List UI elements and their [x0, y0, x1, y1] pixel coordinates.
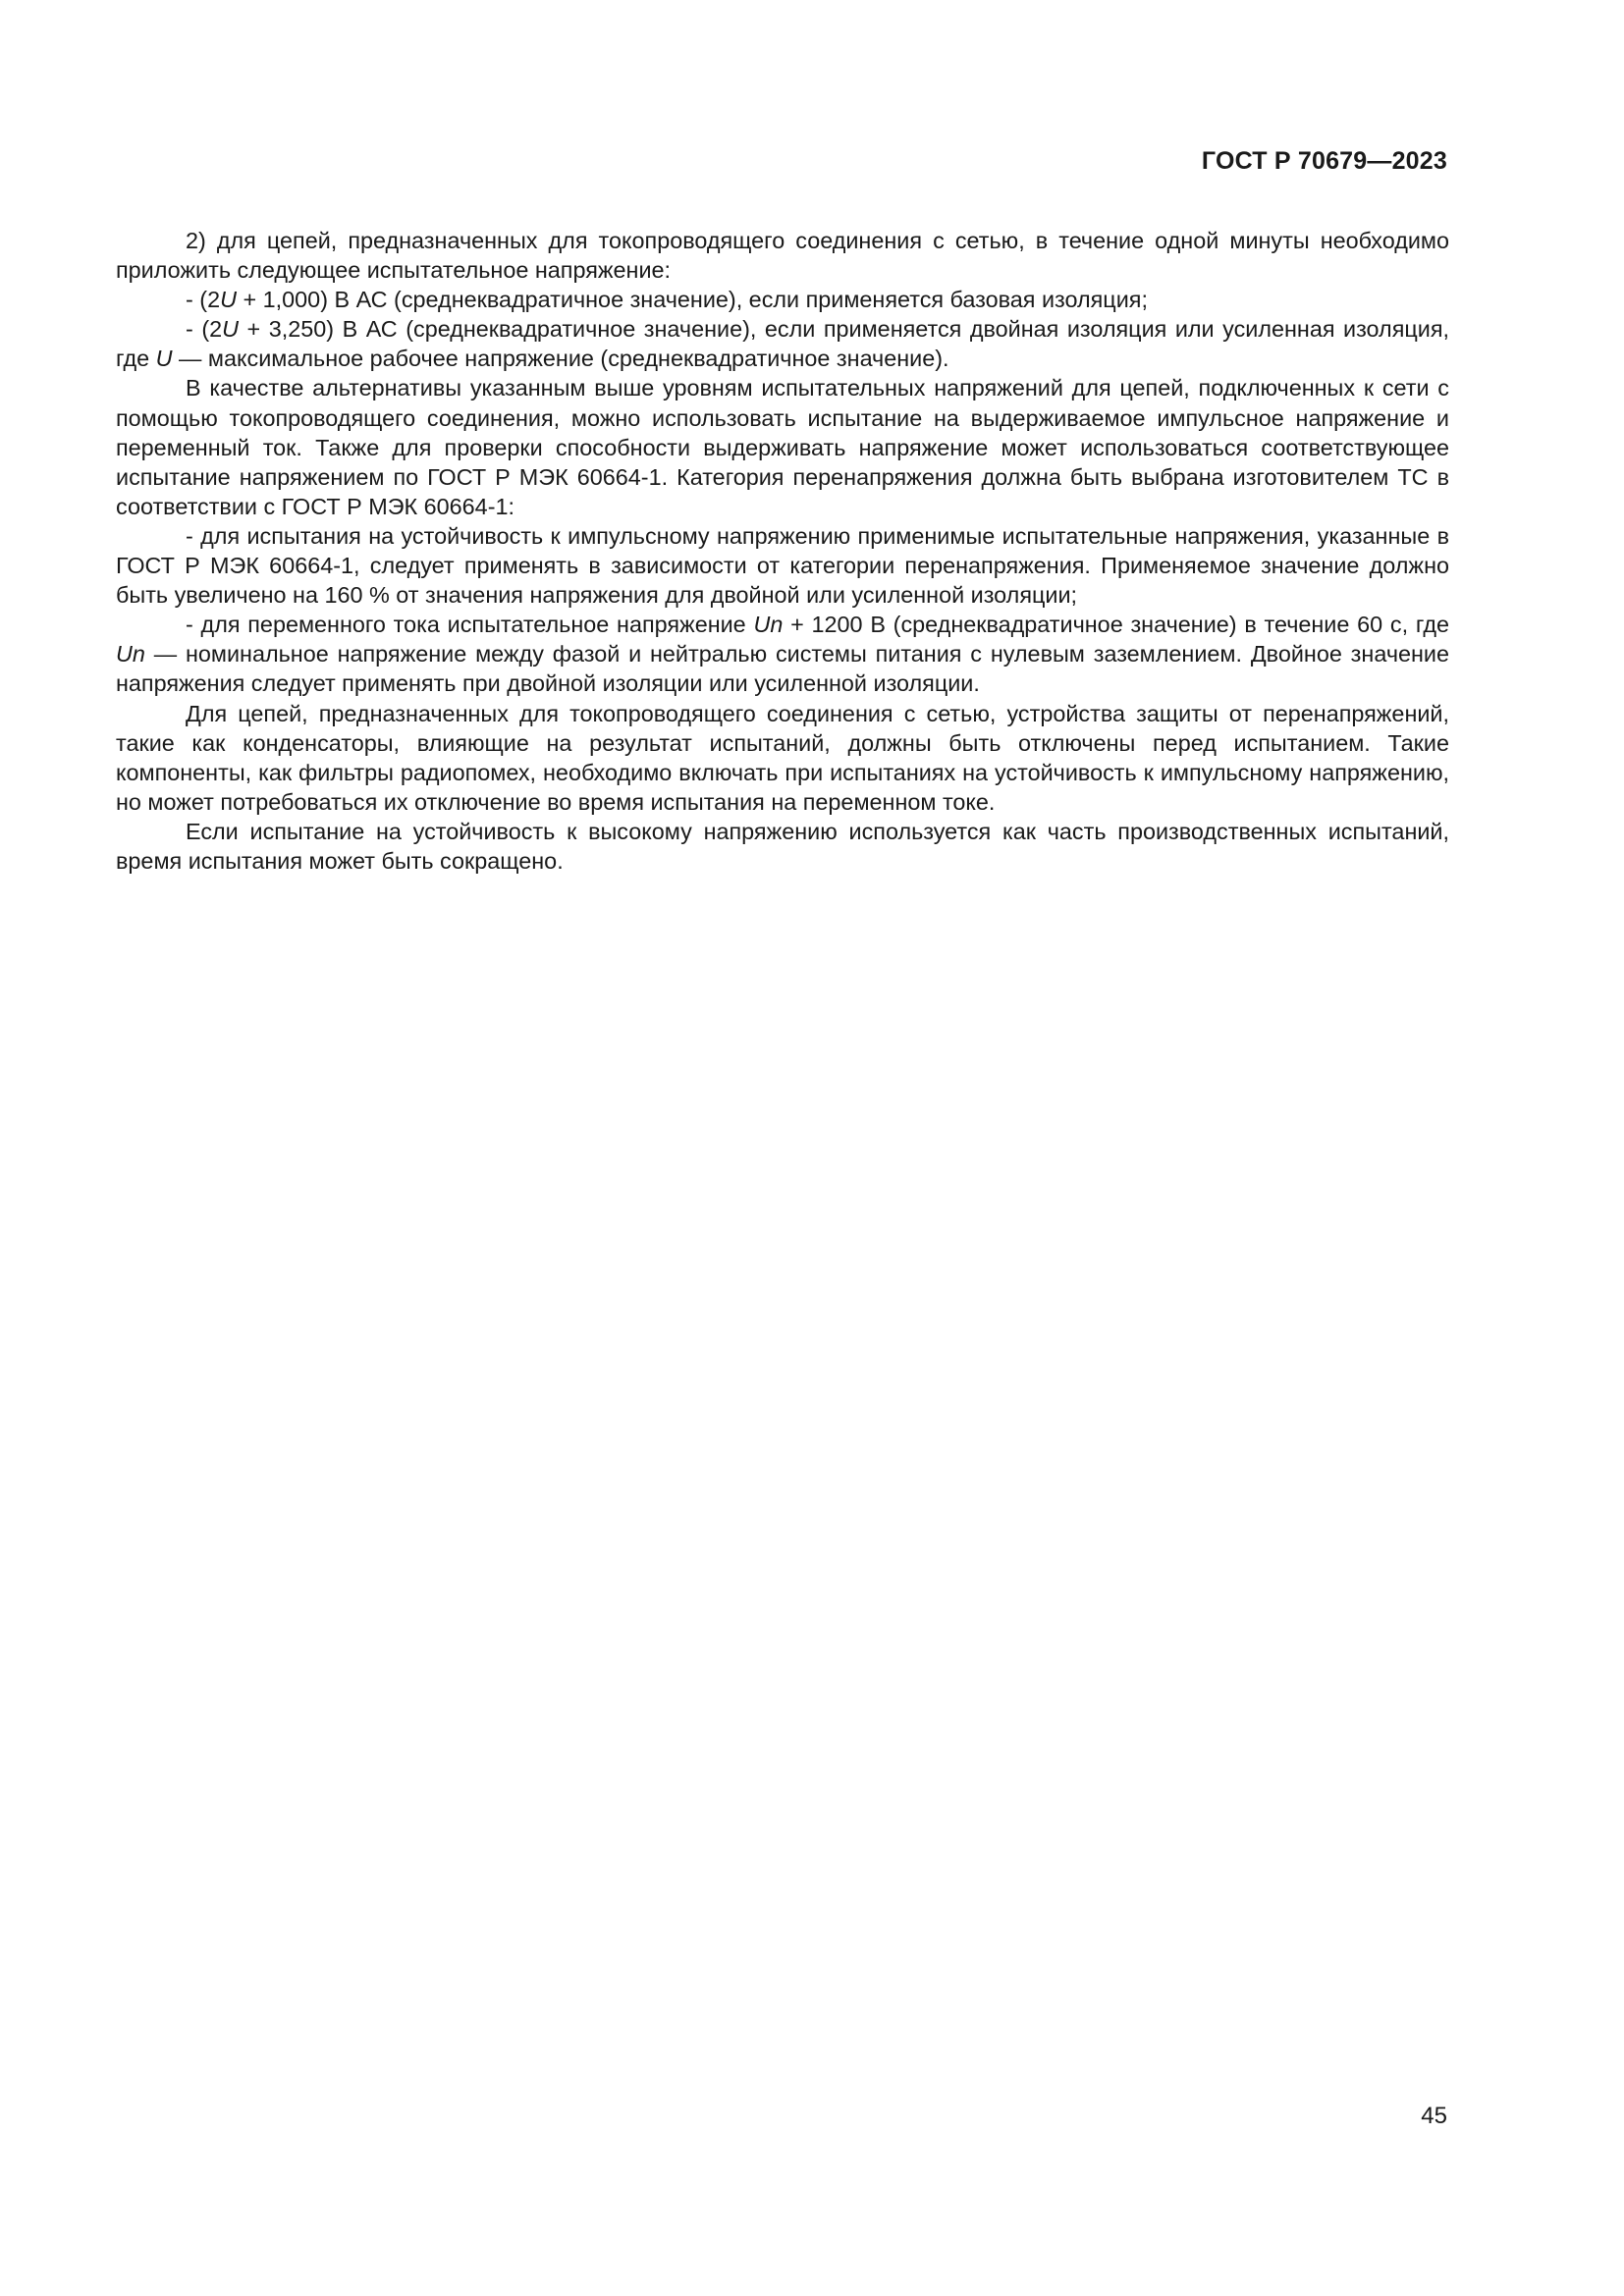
text-segment: Если испытание на устойчивость к высокому напряжению используется как часть производственных испытаний, время испытания может быть сокращено.	[116, 818, 1449, 874]
text-segment: - (2	[186, 316, 223, 343]
italic-symbol: Un	[116, 641, 145, 667]
text-segment: + 1,000) В АС (среднеквадратичное значение), если применяется базовая изоляция;	[237, 287, 1148, 313]
paragraph	[116, 373, 1449, 520]
paragraph	[116, 699, 1449, 817]
paragraph	[116, 226, 1449, 285]
document-body	[116, 226, 1449, 876]
text-segment: - (2	[186, 287, 221, 313]
text-segment: В качестве альтернативы указанным выше уровням испытательных напряжений для цепей, подключенных к сети с помощью токопроводящего соединения, можно использовать испытание на выдерживаемое импульсное напряжение и переменный ток. Также для проверки способности выдерживать напряжение может использоваться соответствующее испытание напряжением по ГОСТ Р МЭК 60664-1. Категория перенапряжения должна быть выбрана изготовителем ТС в соответствии с ГОСТ Р МЭК 60664-1:	[116, 375, 1449, 519]
text-segment: - для испытания на устойчивость к импульсному напряжению применимые испытательные напряжения, указанные в ГОСТ Р МЭК 60664-1, следует применять в зависимости от категории перенапряжения. Применяемое значение должно быть увеличено на 160 % от значения напряжения для двойной или усиленной изоляции;	[116, 522, 1449, 609]
paragraph	[116, 817, 1449, 876]
page-number: 45	[1421, 2103, 1447, 2129]
paragraph	[116, 285, 1449, 314]
paragraph	[116, 610, 1449, 698]
paragraph	[116, 314, 1449, 373]
italic-symbol: Un	[753, 612, 784, 638]
italic-symbol: U	[155, 346, 173, 372]
document-code-header: ГОСТ Р 70679—2023	[1201, 147, 1447, 175]
text-segment: + 1200 В (среднеквадратичное значение) в течение 60 с, где	[783, 612, 1449, 638]
italic-symbol: U	[220, 287, 237, 313]
paragraph	[116, 521, 1449, 610]
text-segment: 2) для цепей, предназначенных для токопроводящего соединения с сетью, в течение одной минуты необходимо приложить следующее испытательное напряжение:	[116, 228, 1449, 284]
text-segment: + 3,250) В АС (среднеквадратичное значение), если применяется двойная изоляция или усиленная изоляция, где	[116, 316, 1449, 372]
text-segment: — максимальное рабочее напряжение (среднеквадратичное значение).	[172, 346, 949, 372]
text-segment: - для переменного тока испытательное напряжение	[186, 612, 754, 638]
text-segment: — номинальное напряжение между фазой и нейтралью системы питания с нулевым заземлением. Двойное значение напряжения следует применять при двойной изоляции или усиленной изоляции.	[116, 641, 1449, 697]
italic-symbol: U	[222, 316, 240, 343]
text-segment: Для цепей, предназначенных для токопроводящего соединения с сетью, устройства защиты от перенапряжений, такие как конденсаторы, влияющие на результат испытаний, должны быть отключены перед испытанием. Такие компоненты, как фильтры радиопомех, необходимо включать при испытаниях на устойчивость к импульсному напряжению, но может потребоваться их отключение во время испытания на переменном токе.	[116, 700, 1449, 815]
